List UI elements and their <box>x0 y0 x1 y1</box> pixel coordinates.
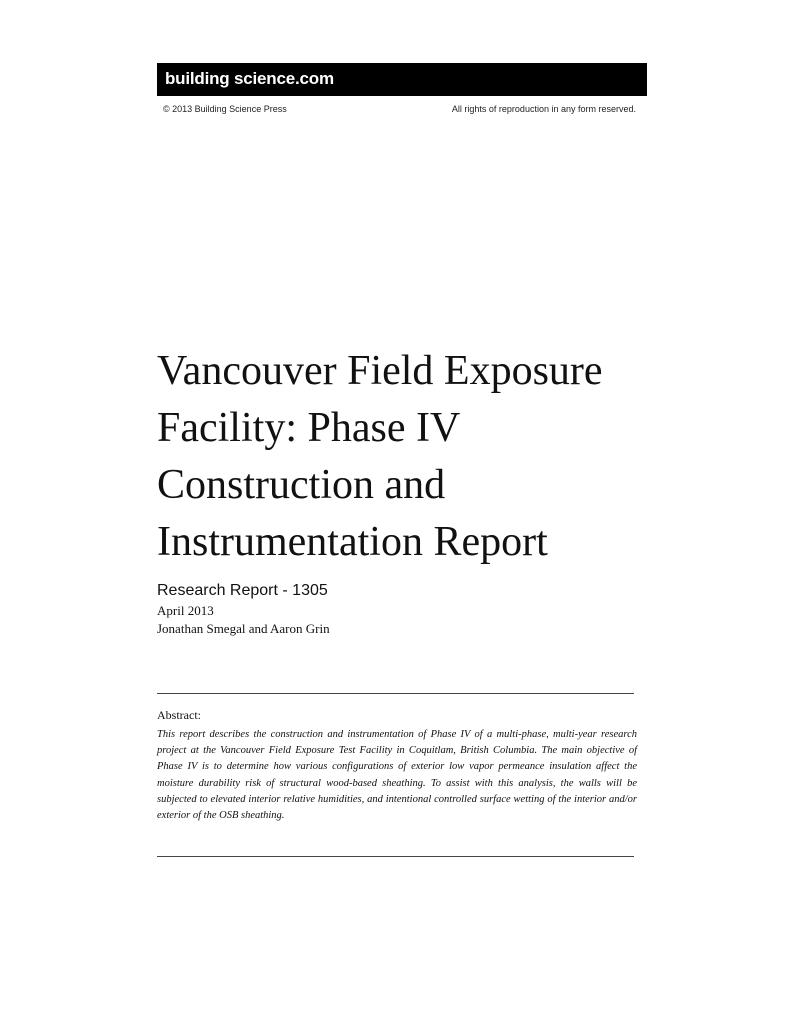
abstract-heading: Abstract: <box>157 708 201 722</box>
copyright-notice: © 2013 Building Science Press <box>163 104 287 114</box>
rights-notice: All rights of reproduction in any form reserved. <box>451 104 636 114</box>
site-banner <box>157 63 647 96</box>
top-divider <box>157 693 634 694</box>
bottom-divider <box>157 856 634 857</box>
abstract-body: This report describes the construction and instrumentation of Phase IV of a multi-phase, multi-year research project at the Vancouver Field Exposure Test Facility in Coquitlam, British Columbia. The main objective of Phase IV is to determine how various configurations of exterior low vapor permeance insulation affect the moisture durability risk of structural wood-based sheathing. To assist with this analysis, the walls will be subjected to elevated interior relative humidities, and intentional controlled surface wetting of the interior and/or exterior of the OSB sheathing. <box>157 729 637 822</box>
document-title <box>157 343 677 571</box>
report-date: April 2013 <box>157 603 214 618</box>
title-line: Vancouver Field Exposure <box>157 348 603 394</box>
site-name: building science.com <box>165 69 334 88</box>
title-line: Construction and <box>157 462 446 508</box>
report-number: Research Report - 1305 <box>157 582 328 599</box>
report-authors: Jonathan Smegal and Aaron Grin <box>157 621 330 636</box>
title-line: Facility: Phase IV <box>157 405 461 451</box>
title-line: Instrumentation Report <box>157 519 548 565</box>
